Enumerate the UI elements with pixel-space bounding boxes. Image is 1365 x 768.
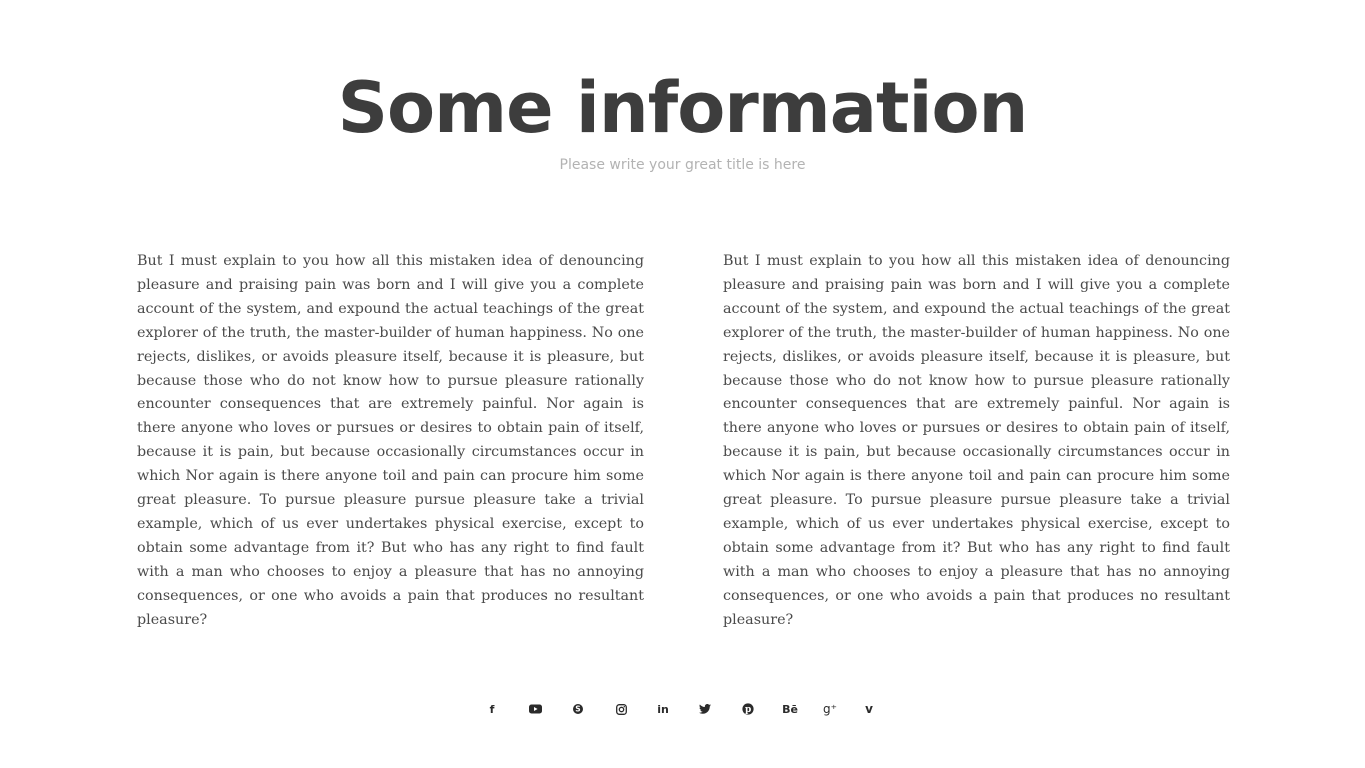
- svg-text:S: S: [575, 704, 581, 714]
- page-title: Some information: [337, 67, 1028, 149]
- google-plus-icon[interactable]: g⁺: [823, 702, 837, 716]
- svg-text:p: p: [745, 705, 752, 715]
- left-text-column: But I must explain to you how all this mistaken idea of denouncing pleasure and praising pain was born and I will give you a complete account of the system, and expound the actual teachings of the great explorer of the truth, the master-builder of human happiness. No one rejects, dislikes, or avoids pleasure itself, because it is pleasure, but because those who do not know how to pursue pleasure rationally encounter consequences that are extremely painful. Nor again is there anyone who loves or pursues or desires to obtain pain of itself, because it is pain, but because occasionally circumstances occur in which Nor again is there anyone toil and pain can procure him some great pleasure. To pursue pleasure pursue pleasure take a trivial example, which of us ever undertakes physical exercise, except to obtain some advantage from it? But who has any right to find fault with a man who chooses to enjoy a pleasure that has no annoying consequences, or one who avoids a pain that produces no resultant pleasure?: [137, 253, 644, 628]
- linkedin-icon[interactable]: in: [657, 702, 669, 716]
- right-text-column: But I must explain to you how all this mistaken idea of denouncing pleasure and praising pain was born and I will give you a complete account of the system, and expound the actual teachings of the great explorer of the truth, the master-builder of human happiness. No one rejects, dislikes, or avoids pleasure itself, because it is pleasure, but because those who do not know how to pursue pleasure rationally encounter consequences that are extremely painful. Nor again is there anyone who loves or pursues or desires to obtain pain of itself, because it is pain, but because occasionally circumstances occur in which Nor again is there anyone toil and pain can procure him some great pleasure. To pursue pleasure pursue pleasure take a trivial example, which of us ever undertakes physical exercise, except to obtain some advantage from it? But who has any right to find fault with a man who chooses to enjoy a pleasure that has no annoying consequences, or one who avoids a pain that produces no resultant pleasure?: [723, 253, 1230, 628]
- pinterest-icon[interactable]: [735, 696, 761, 722]
- instagram-icon[interactable]: [608, 696, 634, 722]
- vimeo-icon[interactable]: v: [865, 702, 873, 716]
- social-icons-bar: [0, 696, 1365, 722]
- skype-icon[interactable]: [565, 696, 591, 722]
- behance-icon[interactable]: Bē: [782, 702, 798, 716]
- twitter-icon[interactable]: [692, 696, 718, 722]
- youtube-icon[interactable]: [522, 696, 548, 722]
- page-subtitle: Please write your great title is here: [559, 157, 806, 173]
- facebook-icon[interactable]: f: [489, 702, 495, 716]
